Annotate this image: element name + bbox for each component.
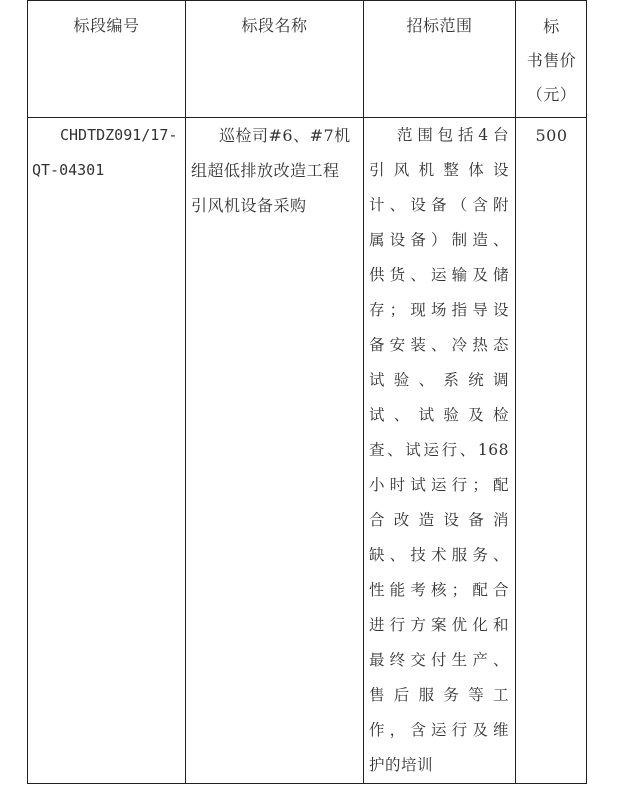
header-price-line: 标	[543, 17, 560, 36]
scope-line: 范围包括4台	[397, 126, 509, 144]
cell-section-code	[32, 118, 184, 188]
scope-line: 售后服务等工	[369, 686, 509, 704]
section-code-line: QT-04301	[32, 161, 105, 179]
scope-line: 试验、系统调	[369, 371, 509, 389]
section-name-line: 巡检司#6、#7机	[219, 126, 351, 145]
header-price-line: （元）	[526, 85, 577, 104]
header-scope: 招标范围	[406, 16, 473, 35]
scope-line: 备安装、冷热态	[369, 336, 509, 354]
scope-line: 引风机整体设	[369, 161, 509, 179]
scope-line: 试、试验及检	[369, 406, 509, 424]
header-price-line: 书售价	[526, 51, 577, 70]
scope-line: 缺、技术服务、	[369, 546, 509, 564]
section-name-line: 引风机设备采购	[191, 196, 307, 215]
scope-line: 小时试运行；配	[369, 476, 509, 494]
scope-line: 性能考核；配合	[369, 581, 509, 599]
cell-price	[516, 118, 587, 153]
scope-line: 进行方案优化和	[369, 616, 509, 634]
header-price	[516, 10, 587, 112]
scope-line: 存；现场指导设	[369, 301, 509, 319]
section-name-line: 组超低排放改造工程	[191, 161, 340, 180]
scope-line: 供货、运输及储	[369, 266, 509, 284]
cell-section-name	[191, 118, 361, 223]
scope-line: 属设备）制造、	[369, 231, 509, 249]
header-section-name: 标段名称	[241, 16, 308, 35]
scope-line: 作，含运行及维	[369, 721, 509, 739]
header-section-code: 标段编号	[73, 16, 140, 35]
price-value: 500	[535, 126, 568, 145]
scope-line: 查、试运行、168	[369, 441, 509, 459]
scope-line: 护的培训	[369, 756, 434, 774]
cell-scope	[369, 118, 509, 783]
section-code-line: CHDTDZ091/17-	[60, 126, 178, 144]
scope-line: 最终交付生产、	[369, 651, 509, 669]
scope-line: 计、设备（含附	[369, 196, 509, 214]
scope-line: 合改造设备消	[369, 511, 509, 529]
